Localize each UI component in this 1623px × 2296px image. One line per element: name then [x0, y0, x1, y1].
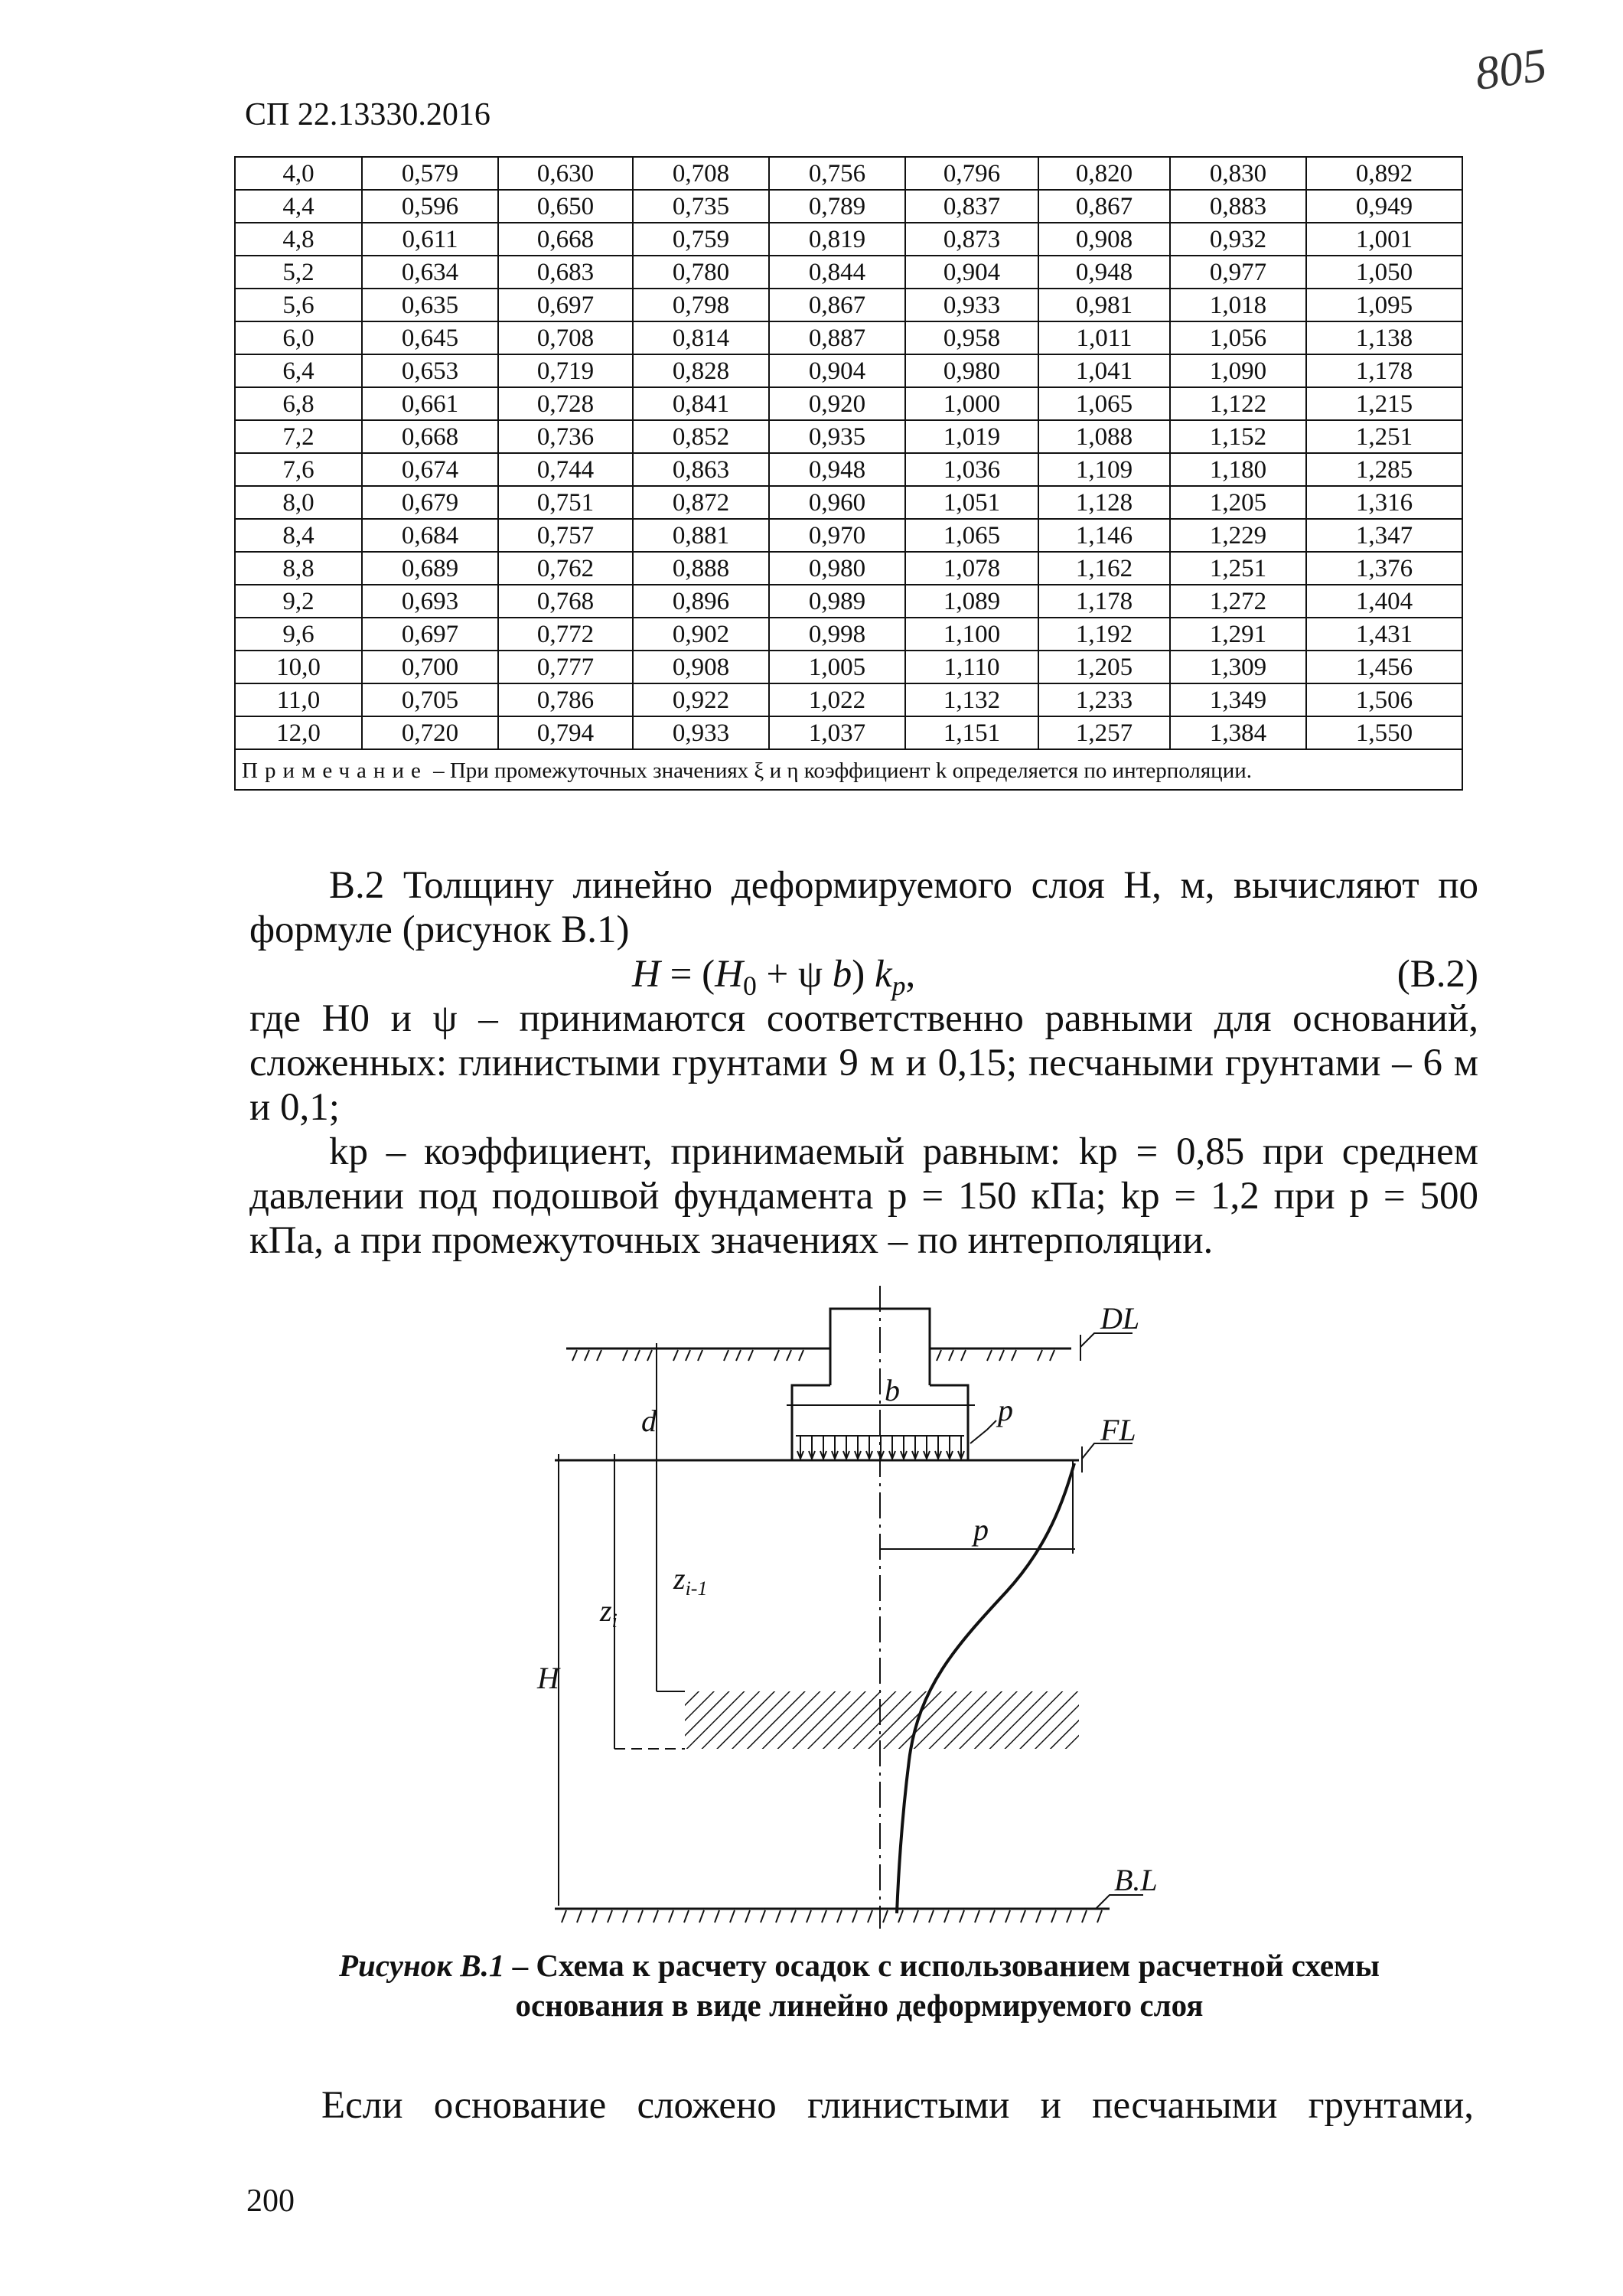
coefficient-table — [234, 156, 1463, 791]
table-cell-value: 0,887 — [769, 321, 905, 354]
table-cell-value: 0,634 — [362, 256, 498, 289]
table-cell-value: 1,078 — [905, 552, 1038, 585]
table-cell-value: 1,146 — [1038, 519, 1170, 552]
table-cell-value: 0,841 — [633, 387, 769, 420]
table-cell-value: 1,456 — [1306, 651, 1462, 683]
table-cell-value: 1,257 — [1038, 716, 1170, 749]
table-cell-value: 1,018 — [1170, 289, 1306, 321]
table-row — [235, 552, 1462, 585]
table-cell-value: 0,650 — [498, 190, 633, 223]
bedrock-hatch — [653, 1910, 658, 1923]
formula-b: b — [832, 953, 852, 996]
bedrock-hatch — [776, 1910, 781, 1923]
table-cell-value: 0,852 — [633, 420, 769, 453]
table-cell-value: 0,896 — [633, 585, 769, 618]
table-cell-value: 0,798 — [633, 289, 769, 321]
label-b: b — [885, 1373, 900, 1407]
note-text: – При промежуточных значениях ξ и η коэффициент k определяется по интерполяции. — [427, 758, 1252, 783]
table-cell-value: 1,151 — [905, 716, 1038, 749]
table-cell-value: 0,830 — [1170, 157, 1306, 190]
label-zi: $z_i$ — [600, 1593, 618, 1632]
table-cell-value: 1,138 — [1306, 321, 1462, 354]
bedrock-hatch — [745, 1910, 750, 1923]
table-row — [235, 618, 1462, 651]
table-cell-param: 12,0 — [235, 716, 362, 749]
table-cell-param: 6,0 — [235, 321, 362, 354]
bedrock-hatch — [1051, 1910, 1056, 1923]
bedrock-hatch — [898, 1910, 903, 1923]
table-cell-value: 1,316 — [1306, 486, 1462, 519]
table-cell-value: 1,251 — [1170, 552, 1306, 585]
table-cell-value: 0,708 — [498, 321, 633, 354]
bedrock-hatch — [960, 1910, 964, 1923]
bedrock-hatch — [669, 1910, 673, 1923]
formula-sub0: 0 — [742, 970, 757, 1002]
bedrock-hatch — [807, 1910, 811, 1923]
table-note — [235, 749, 1462, 790]
bedrock-hatch — [1021, 1910, 1025, 1923]
table-cell-value: 0,844 — [769, 256, 905, 289]
bedrock-hatch — [761, 1910, 765, 1923]
bedrock-hatch — [822, 1910, 826, 1923]
table-cell-value: 0,668 — [362, 420, 498, 453]
table-cell-value: 0,689 — [362, 552, 498, 585]
table-cell-value: 1,384 — [1170, 716, 1306, 749]
bedrock-hatch — [1036, 1910, 1041, 1923]
table-cell-value: 0,780 — [633, 256, 769, 289]
table-cell-value: 1,122 — [1170, 387, 1306, 420]
table-cell-value: 0,814 — [633, 321, 769, 354]
table-cell-param: 11,0 — [235, 683, 362, 716]
hatched-elementary-layer — [685, 1691, 1079, 1749]
table-cell-value: 0,948 — [1038, 256, 1170, 289]
table-cell-value: 0,933 — [633, 716, 769, 749]
table-cell-value: 0,904 — [905, 256, 1038, 289]
formula-row — [249, 952, 1478, 1002]
table-cell-value: 0,958 — [905, 321, 1038, 354]
table-cell-value: 1,019 — [905, 420, 1038, 453]
table-cell-value: 0,720 — [362, 716, 498, 749]
table-cell-value: 0,728 — [498, 387, 633, 420]
table-cell-value: 1,506 — [1306, 683, 1462, 716]
table-cell-value: 1,291 — [1170, 618, 1306, 651]
table-cell-value: 0,948 — [769, 453, 905, 486]
table-cell-value: 0,949 — [1306, 190, 1462, 223]
table-cell-value: 0,693 — [362, 585, 498, 618]
table-cell-value: 1,000 — [905, 387, 1038, 420]
table-cell-value: 0,596 — [362, 190, 498, 223]
table-cell-value: 1,022 — [769, 683, 905, 716]
table-cell-param: 8,8 — [235, 552, 362, 585]
table-cell-value: 1,229 — [1170, 519, 1306, 552]
formula-comma: , — [905, 953, 916, 996]
table-cell-value: 0,881 — [633, 519, 769, 552]
table-cell-param: 4,8 — [235, 223, 362, 256]
table-cell-value: 0,920 — [769, 387, 905, 420]
table-cell-value: 0,719 — [498, 354, 633, 387]
table-cell-value: 1,215 — [1306, 387, 1462, 420]
formula-b2 — [632, 952, 915, 1008]
table-cell-value: 0,998 — [769, 618, 905, 651]
table-cell-value: 1,285 — [1306, 453, 1462, 486]
table-row — [235, 420, 1462, 453]
table-cell-value: 0,700 — [362, 651, 498, 683]
formula-H: H — [632, 953, 660, 996]
bedrock-hatch — [914, 1910, 918, 1923]
paragraph-b2-kp: kp – коэффициент, принимаемый равным: kp = 0,85 при среднем давлении под подошвой фундамента p = 150 кПа; kp = 1,2 при p = 500 кПа, а при промежуточных значениях – по интерполяции. — [249, 1130, 1478, 1262]
table-cell-value: 0,867 — [1038, 190, 1170, 223]
label-BL: B.L — [1114, 1863, 1158, 1897]
table-cell-value: 0,762 — [498, 552, 633, 585]
table-cell-value: 0,789 — [769, 190, 905, 223]
table-cell-param: 8,4 — [235, 519, 362, 552]
bedrock-hatch — [623, 1910, 627, 1923]
table-note-row — [235, 749, 1462, 790]
table-cell-value: 0,935 — [769, 420, 905, 453]
table-row — [235, 321, 1462, 354]
table-cell-value: 1,180 — [1170, 453, 1306, 486]
label-H: H — [537, 1661, 559, 1695]
table-cell-value: 0,668 — [498, 223, 633, 256]
label-DL: DL — [1100, 1301, 1140, 1336]
table-cell-param: 7,6 — [235, 453, 362, 486]
table-cell-value: 1,095 — [1306, 289, 1462, 321]
table-cell-value: 1,050 — [1306, 256, 1462, 289]
formula-k: k — [874, 953, 892, 996]
continuation-paragraph: Если основание сложено глинистыми и песчаными грунтами, — [321, 2084, 1474, 2127]
bedrock-hatch — [990, 1910, 995, 1923]
table-row — [235, 585, 1462, 618]
table-cell-value: 1,132 — [905, 683, 1038, 716]
table-row — [235, 683, 1462, 716]
table-cell-value: 1,037 — [769, 716, 905, 749]
bedrock-hatch — [730, 1910, 735, 1923]
table-cell-value: 1,309 — [1170, 651, 1306, 683]
table-cell-value: 0,902 — [633, 618, 769, 651]
table-cell-value: 1,178 — [1038, 585, 1170, 618]
bedrock-hatch — [1082, 1910, 1087, 1923]
table-cell-value: 0,908 — [633, 651, 769, 683]
table-cell-value: 1,347 — [1306, 519, 1462, 552]
table-cell-value: 1,090 — [1170, 354, 1306, 387]
table-row — [235, 256, 1462, 289]
bedrock-hatch — [975, 1910, 979, 1923]
table-cell-value: 1,431 — [1306, 618, 1462, 651]
table-cell-value: 0,820 — [1038, 157, 1170, 190]
table-row — [235, 289, 1462, 321]
table-cell-value: 1,088 — [1038, 420, 1170, 453]
handwritten-page-number: 805 — [1471, 38, 1550, 101]
table-cell-value: 1,011 — [1038, 321, 1170, 354]
table-cell-param: 9,2 — [235, 585, 362, 618]
label-d: d — [641, 1404, 657, 1438]
table-cell-value: 0,819 — [769, 223, 905, 256]
table-cell-value: 0,751 — [498, 486, 633, 519]
bedrock-hatch — [638, 1910, 643, 1923]
table-row — [235, 387, 1462, 420]
table-cell-value: 1,162 — [1038, 552, 1170, 585]
equation-number: (В.2) — [1396, 953, 1478, 996]
table-cell-value: 1,065 — [905, 519, 1038, 552]
table-row — [235, 519, 1462, 552]
table-cell-value: 0,904 — [769, 354, 905, 387]
paragraph-b2-intro: В.2 Толщину линейно деформируемого слоя H, м, вычисляют по формуле (рисунок В.1) — [249, 864, 1478, 951]
bedrock-hatch — [944, 1910, 949, 1923]
caption-line-1 — [245, 1945, 1474, 1985]
table-cell-param: 9,6 — [235, 618, 362, 651]
table-row — [235, 354, 1462, 387]
table-cell-value: 1,192 — [1038, 618, 1170, 651]
bedrock-hatch — [562, 1910, 566, 1923]
table-cell-value: 1,005 — [769, 651, 905, 683]
table-cell-param: 6,8 — [235, 387, 362, 420]
table-cell-param: 5,6 — [235, 289, 362, 321]
table-cell-value: 1,349 — [1170, 683, 1306, 716]
table-cell-value: 0,579 — [362, 157, 498, 190]
table-cell-value: 1,152 — [1170, 420, 1306, 453]
table-cell-param: 10,0 — [235, 651, 362, 683]
table-cell-value: 0,892 — [1306, 157, 1462, 190]
table-cell-value: 0,674 — [362, 453, 498, 486]
table-cell-value: 1,110 — [905, 651, 1038, 683]
table-cell-value: 0,756 — [769, 157, 905, 190]
figure-caption — [245, 1945, 1474, 2025]
table-row — [235, 223, 1462, 256]
table-cell-value: 1,233 — [1038, 683, 1170, 716]
table-cell-value: 0,759 — [633, 223, 769, 256]
table-cell-value: 0,980 — [905, 354, 1038, 387]
table-row — [235, 190, 1462, 223]
table-cell-value: 0,933 — [905, 289, 1038, 321]
table-cell-value: 1,251 — [1306, 420, 1462, 453]
table-cell-value: 0,908 — [1038, 223, 1170, 256]
table-cell-param: 6,4 — [235, 354, 362, 387]
table-cell-value: 0,888 — [633, 552, 769, 585]
table-cell-value: 0,867 — [769, 289, 905, 321]
table-cell-value: 1,109 — [1038, 453, 1170, 486]
table-cell-value: 1,041 — [1038, 354, 1170, 387]
caption-title-part1: – Схема к расчету осадок с использованием расчетной схемы — [504, 1948, 1380, 1983]
table-cell-value: 0,837 — [905, 190, 1038, 223]
table-cell-value: 0,863 — [633, 453, 769, 486]
table-cell-value: 0,661 — [362, 387, 498, 420]
table-cell-param: 7,2 — [235, 420, 362, 453]
label-p-top: p — [998, 1393, 1013, 1427]
table-cell-value: 0,922 — [633, 683, 769, 716]
bedrock-hatch — [791, 1910, 796, 1923]
bedrock-hatch — [837, 1910, 842, 1923]
table-cell-value: 1,051 — [905, 486, 1038, 519]
table-cell-value: 0,977 — [1170, 256, 1306, 289]
table-cell-value: 0,736 — [498, 420, 633, 453]
table-cell-value: 0,777 — [498, 651, 633, 683]
table-row — [235, 651, 1462, 683]
table-cell-param: 5,2 — [235, 256, 362, 289]
table-cell-value: 0,611 — [362, 223, 498, 256]
bedrock-hatch — [577, 1910, 582, 1923]
table-cell-value: 1,128 — [1038, 486, 1170, 519]
table-cell-value: 0,796 — [905, 157, 1038, 190]
bedrock-hatch — [868, 1910, 872, 1923]
table-cell-value: 0,980 — [769, 552, 905, 585]
table-cell-value: 0,697 — [498, 289, 633, 321]
bedrock-hatch — [608, 1910, 612, 1923]
table-cell-value: 0,772 — [498, 618, 633, 651]
bedrock-hatch — [715, 1910, 719, 1923]
table-cell-value: 1,089 — [905, 585, 1038, 618]
bedrock-hatch — [929, 1910, 934, 1923]
label-FL: FL — [1100, 1413, 1136, 1447]
table-cell-value: 0,989 — [769, 585, 905, 618]
section-b2 — [249, 863, 1478, 1263]
table-cell-value: 0,635 — [362, 289, 498, 321]
table-cell-value: 1,205 — [1170, 486, 1306, 519]
table-cell-value: 0,786 — [498, 683, 633, 716]
bedrock-hatch — [1005, 1910, 1010, 1923]
table-cell-value: 1,376 — [1306, 552, 1462, 585]
table-cell-value: 0,794 — [498, 716, 633, 749]
caption-lead: Рисунок В.1 — [339, 1948, 505, 1983]
table-cell-value: 0,697 — [362, 618, 498, 651]
bedrock-hatch — [1097, 1910, 1102, 1923]
table-row — [235, 716, 1462, 749]
table-cell-value: 0,630 — [498, 157, 633, 190]
formula-H0: H — [715, 953, 743, 996]
table-cell-value: 0,705 — [362, 683, 498, 716]
table-cell-value: 0,981 — [1038, 289, 1170, 321]
label-p-mid: p — [973, 1512, 989, 1547]
table-row — [235, 486, 1462, 519]
bedrock-hatch — [1067, 1910, 1071, 1923]
table-cell-value: 1,001 — [1306, 223, 1462, 256]
table-cell-value: 0,768 — [498, 585, 633, 618]
table-row — [235, 453, 1462, 486]
table-cell-value: 1,178 — [1306, 354, 1462, 387]
table-cell-value: 1,056 — [1170, 321, 1306, 354]
settlement-scheme-figure — [528, 1270, 1171, 1929]
table-cell-value: 0,708 — [633, 157, 769, 190]
bedrock-hatch — [883, 1910, 888, 1923]
table-cell-value: 1,272 — [1170, 585, 1306, 618]
table-cell-value: 1,036 — [905, 453, 1038, 486]
table-cell-value: 0,960 — [769, 486, 905, 519]
table-cell-value: 1,205 — [1038, 651, 1170, 683]
table-cell-value: 0,883 — [1170, 190, 1306, 223]
formula-eq: = ( — [660, 953, 715, 996]
table-cell-value: 0,872 — [633, 486, 769, 519]
formula-plus: + ψ — [756, 953, 833, 996]
formula-close: ) — [852, 953, 875, 996]
document-code: СП 22.13330.2016 — [245, 97, 490, 132]
table-cell-value: 1,065 — [1038, 387, 1170, 420]
table-row — [235, 157, 1462, 190]
table-cell-value: 0,757 — [498, 519, 633, 552]
paragraph-b2-where: где H0 и ψ – принимаются соответственно равными для оснований, сложенных: глинистыми грунтами 9 м и 0,15; песчаными грунтами – 6 м и 0,1; — [249, 997, 1478, 1129]
table-cell-param: 8,0 — [235, 486, 362, 519]
label-zi1: $z_{i-1}$ — [673, 1561, 708, 1600]
table-cell-param: 4,4 — [235, 190, 362, 223]
table-cell-value: 0,683 — [498, 256, 633, 289]
caption-line-2: основания в виде линейно деформируемого слоя — [515, 1988, 1204, 2023]
table-cell-value: 0,679 — [362, 486, 498, 519]
table-cell-value: 1,100 — [905, 618, 1038, 651]
note-label: Примечание — [242, 758, 428, 783]
page-number: 200 — [246, 2183, 295, 2219]
table-cell-value: 0,828 — [633, 354, 769, 387]
table-cell-value: 0,970 — [769, 519, 905, 552]
table-cell-value: 0,873 — [905, 223, 1038, 256]
bedrock-hatch — [699, 1910, 704, 1923]
bedrock-hatch — [852, 1910, 857, 1923]
table-cell-value: 1,404 — [1306, 585, 1462, 618]
bedrock-hatch — [592, 1910, 597, 1923]
bedrock-hatch — [684, 1910, 689, 1923]
table-cell-value: 0,735 — [633, 190, 769, 223]
table-cell-value: 0,744 — [498, 453, 633, 486]
table-cell-value: 1,550 — [1306, 716, 1462, 749]
table-cell-param: 4,0 — [235, 157, 362, 190]
table-cell-value: 0,684 — [362, 519, 498, 552]
table-cell-value: 0,653 — [362, 354, 498, 387]
table-cell-value: 0,645 — [362, 321, 498, 354]
formula-subp: p — [891, 970, 906, 1002]
table-cell-value: 0,932 — [1170, 223, 1306, 256]
